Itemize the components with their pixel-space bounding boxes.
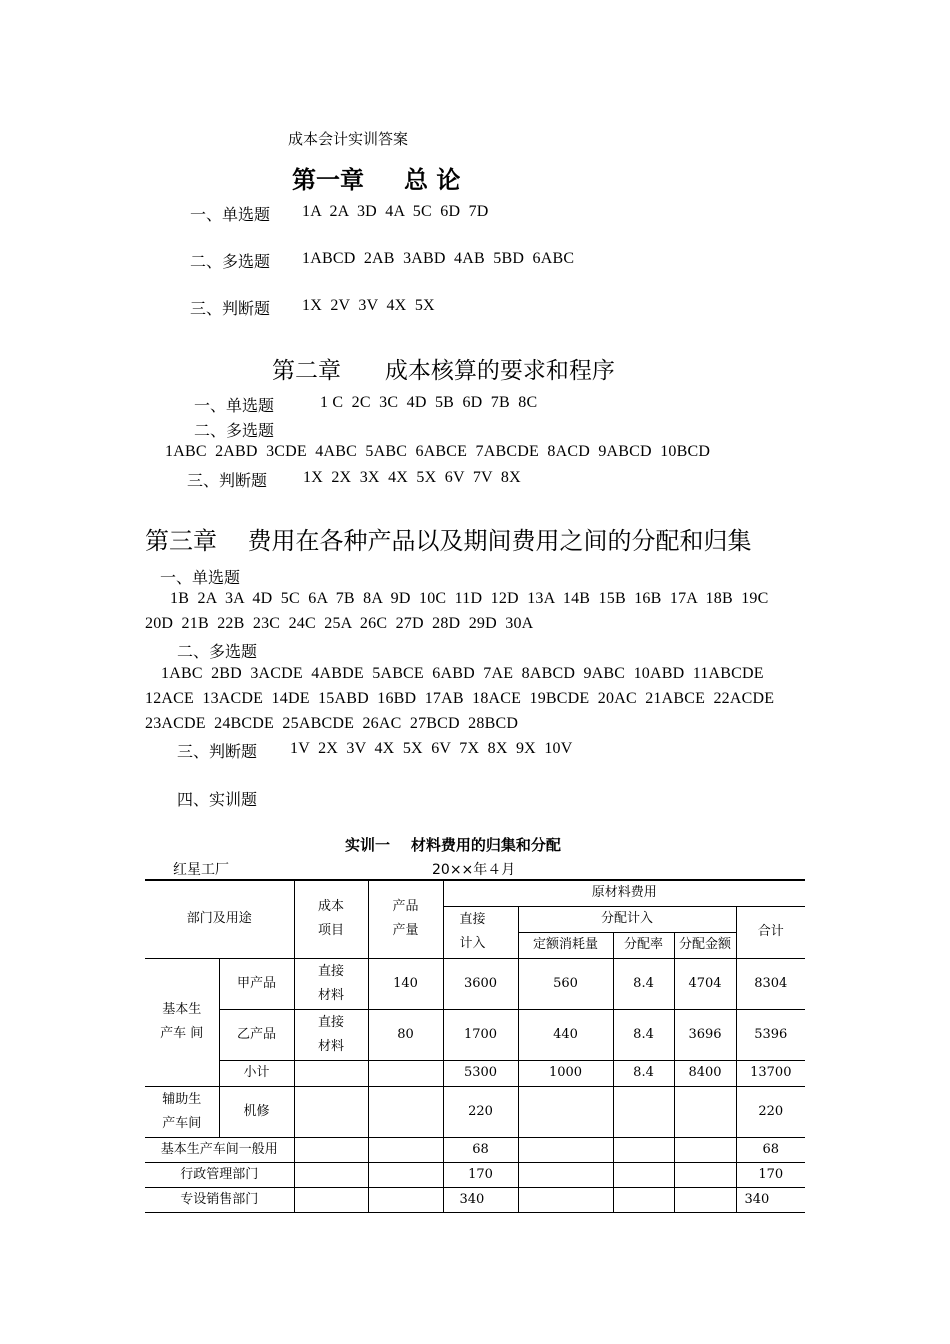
ch3-true-false-label: 三、判断题 (177, 742, 258, 761)
row-rate: 8.4 (613, 1009, 674, 1060)
row-item: 直接 材料 (294, 958, 368, 1009)
ch3-multi-choice-answers-line1: 1ABC 2BD 3ACDE 4ABDE 5ABCE 6ABD 7AE 8ABCD 9ABC 10ABD 11ABCDE (161, 665, 764, 682)
header-quota: 定额消耗量 (518, 932, 613, 958)
row-quota (518, 1086, 613, 1137)
row-quota: 1000 (518, 1060, 613, 1086)
header-amount: 分配金额 (674, 932, 736, 958)
row-rate (613, 1086, 674, 1137)
row-qty: 140 (368, 958, 443, 1009)
ch1-multi-choice-answers: 1ABCD 2AB 3ABD 4AB 5BD 6ABC (302, 250, 575, 267)
admin-dept-total: 170 (736, 1162, 805, 1187)
row-amount: 3696 (674, 1009, 736, 1060)
chapter-1-number: 第一章 (292, 166, 364, 194)
row-direct: 5300 (443, 1060, 518, 1086)
row-quota: 440 (518, 1009, 613, 1060)
header-direct: 直接 计入 (443, 906, 518, 958)
row-direct: 3600 (443, 958, 518, 1009)
header-dept: 部门及用途 (145, 880, 294, 958)
ch2-single-choice-label: 一、单选题 (194, 396, 275, 415)
row-rate: 8.4 (613, 958, 674, 1009)
header-raw-material: 原材料费用 (443, 880, 805, 906)
material-cost-table (145, 879, 805, 1213)
row-qty: 80 (368, 1009, 443, 1060)
ch3-multi-choice-answers-line2: 12ACE 13ACDE 14DE 15ABD 16BD 17AB 18ACE 19BCDE 20AC 21ABCE 22ACDE (145, 690, 775, 707)
row-item: 直接 材料 (294, 1009, 368, 1060)
ch3-single-choice-label: 一、单选题 (160, 568, 241, 587)
row-amount: 4704 (674, 958, 736, 1009)
sales-dept-label: 专设销售部门 (145, 1187, 294, 1212)
ch3-multi-choice-label: 二、多选题 (177, 642, 258, 661)
table-title: 实训一 材料费用的归集和分配 (345, 836, 561, 854)
ch3-practice-label: 四、实训题 (177, 790, 258, 809)
header-rate: 分配率 (613, 932, 674, 958)
header-cost-item: 成本 项目 (294, 880, 368, 958)
chapter-3-title: 第三章 费用在各种产品以及期间费用之间的分配和归集 (145, 527, 752, 555)
row-qty (368, 1060, 443, 1086)
ch2-true-false-label: 三、判断题 (187, 471, 268, 490)
ch1-multi-choice-label: 二、多选题 (190, 252, 271, 271)
ch1-single-choice-label: 一、单选题 (190, 205, 271, 224)
ch1-single-choice-answers: 1A 2A 3D 4A 5C 6D 7D (302, 203, 489, 220)
row-item (294, 1060, 368, 1086)
row-direct: 220 (443, 1086, 518, 1137)
chapter-1-name: 总 论 (404, 166, 461, 194)
row-direct: 1700 (443, 1009, 518, 1060)
ch3-true-false-answers: 1V 2X 3V 4X 5X 6V 7X 8X 9X 10V (290, 740, 573, 757)
document-title: 成本会计实训答案 (288, 130, 409, 148)
header-output: 产品 产量 (368, 880, 443, 958)
general-use-label: 基本生产车间一般用 (145, 1137, 294, 1162)
row-item (294, 1086, 368, 1137)
admin-dept-direct: 170 (443, 1162, 518, 1187)
ch2-true-false-answers: 1X 2X 3X 4X 5X 6V 7V 8X (303, 469, 521, 486)
row-total: 220 (736, 1086, 805, 1137)
ch2-multi-choice-answers: 1ABC 2ABD 3CDE 4ABC 5ABC 6ABCE 7ABCDE 8ACD 9ABCD 10BCD (165, 443, 711, 460)
ch3-multi-choice-answers-line3: 23ACDE 24BCDE 25ABCDE 26AC 27BCD 28BCD (145, 715, 519, 732)
row-total: 13700 (736, 1060, 805, 1086)
sales-dept-direct: 340 (443, 1187, 518, 1212)
row-sub: 乙产品 (219, 1009, 294, 1060)
row-amount: 8400 (674, 1060, 736, 1086)
ch3-single-choice-answers-line2: 20D 21B 22B 23C 24C 25A 26C 27D 28D 29D 30A (145, 615, 534, 632)
sales-dept-total: 340 (736, 1187, 805, 1212)
chapter-1-title (292, 160, 460, 195)
basic-workshop-cell: 基本生 产车 间 (145, 958, 219, 1086)
row-sub: 机修 (219, 1086, 294, 1137)
table-date: 20××年４月 (432, 862, 516, 878)
general-use-direct: 68 (443, 1137, 518, 1162)
ch2-multi-choice-label: 二、多选题 (194, 421, 275, 440)
row-sub: 小计 (219, 1060, 294, 1086)
ch1-true-false-label: 三、判断题 (190, 299, 271, 318)
ch2-single-choice-answers: 1 C 2C 3C 4D 5B 6D 7B 8C (320, 394, 538, 411)
header-allocated: 分配计入 (518, 906, 736, 932)
ch3-single-choice-answers-line1: 1B 2A 3A 4D 5C 6A 7B 8A 9D 10C 11D 12D 13A 14B 15B 16B 17A 18B 19C (170, 590, 769, 607)
row-rate: 8.4 (613, 1060, 674, 1086)
general-use-total: 68 (736, 1137, 805, 1162)
row-quota: 560 (518, 958, 613, 1009)
chapter-2-title: 第二章 成本核算的要求和程序 (272, 358, 615, 384)
header-total: 合计 (736, 906, 805, 958)
row-total: 8304 (736, 958, 805, 1009)
row-total: 5396 (736, 1009, 805, 1060)
row-amount (674, 1086, 736, 1137)
ch1-true-false-answers: 1X 2V 3V 4X 5X (302, 297, 435, 314)
aux-workshop-cell: 辅助生 产车间 (145, 1086, 219, 1137)
row-sub: 甲产品 (219, 958, 294, 1009)
row-qty (368, 1086, 443, 1137)
admin-dept-label: 行政管理部门 (145, 1162, 294, 1187)
table-factory: 红星工厂 (173, 862, 229, 878)
